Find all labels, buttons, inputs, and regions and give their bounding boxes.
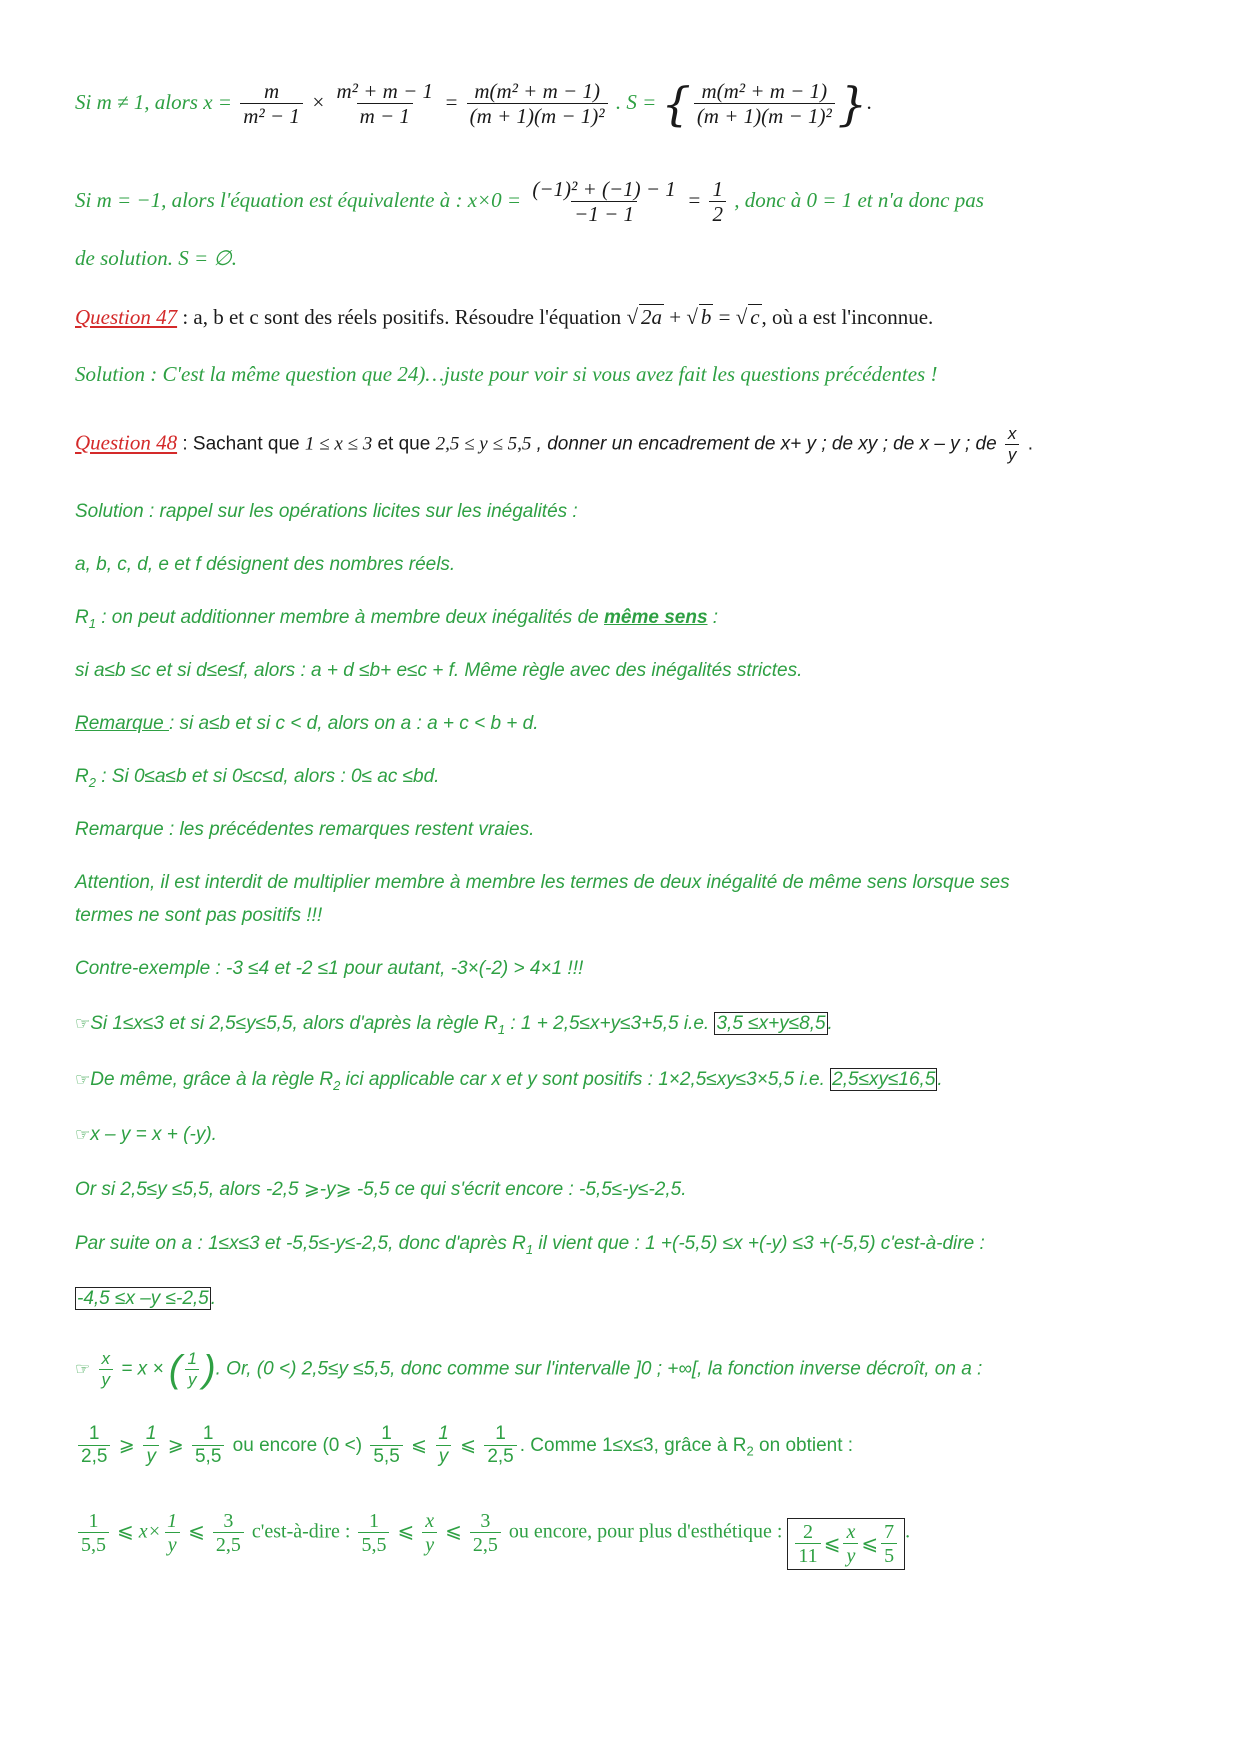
frac-num: 1 (495, 1423, 506, 1444)
rule-r2 (75, 765, 439, 795)
rule-index: 2 (88, 774, 96, 790)
case-m-not-1 (75, 77, 873, 132)
question-text: : a, b et c sont des réels positifs. Résoudre l'équation (177, 305, 627, 329)
question-label: Question 48 (75, 430, 178, 455)
remark-2 (75, 818, 534, 842)
frac-num: m (263, 79, 280, 103)
frac-num: 1 (368, 1510, 379, 1532)
rule-index: 2 (333, 1077, 341, 1093)
text: a, b, c, d, e et f désignent des nombres réels. (75, 554, 456, 575)
sqrt-icon: √ (626, 305, 638, 329)
frac-num: 1 (145, 1423, 157, 1444)
text: Remarque : les précédentes remarques restent vraies. (75, 819, 535, 840)
times-sign: × (311, 89, 331, 114)
text: x – y = x + (-y). (90, 1124, 217, 1145)
fraction (422, 1510, 437, 1556)
frac-num: 1 (438, 1423, 449, 1444)
case-intro: Si m = −1, alors l'équation est équivalente à : x×0 = (75, 187, 527, 212)
fraction (99, 1350, 114, 1389)
rule-r1 (75, 606, 718, 636)
frac-den: y (99, 1369, 114, 1390)
rule-index: 1 (497, 1021, 506, 1037)
period: . (210, 1288, 217, 1309)
frac-den: 5,5 (78, 1532, 109, 1556)
difference-bound (75, 1232, 985, 1262)
difference-rewrite (75, 1123, 217, 1147)
boxed-result: -4,5 ≤x –y ≤-2,5 (77, 1288, 209, 1309)
fraction (467, 80, 608, 128)
frac-den: 2,5 (213, 1532, 244, 1556)
pointing-hand-icon: ☞ (75, 1359, 91, 1380)
frac-num: m(m² + m − 1) (474, 79, 600, 103)
pointing-hand-icon: ☞ (75, 1070, 91, 1090)
text: : si a≤b et si c < d, alors on a : a + c < b + d. (169, 713, 539, 734)
fraction (1005, 425, 1020, 464)
inequality: 2,5 ≤ y ≤ 5,5 (435, 433, 532, 455)
text: ici applicable car x et y sont positifs : 1×2,5≤xy≤3×5,5 i.e. (340, 1069, 831, 1090)
rule-letter: R (75, 766, 89, 787)
frac-den: 5 (881, 1543, 897, 1567)
frac-num: (−1)² + (−1) − 1 (532, 177, 676, 201)
frac-den: m − 1 (357, 103, 413, 128)
inequality-sign: ⩽ (454, 1434, 482, 1456)
inequality-sign: ⩽ (112, 1520, 139, 1543)
frac-den: 2,5 (470, 1532, 501, 1556)
text: : 1 + 2,5≤x+y≤3+5,5 i.e. (505, 1013, 715, 1034)
period: . (867, 89, 873, 114)
text: : Si 0≤a≤b et si 0≤c≤d, alors : 0≤ ac ≤bd. (95, 766, 440, 787)
frac-den: 2,5 (78, 1445, 110, 1468)
inequality-sign: ⩽ (392, 1520, 420, 1543)
fraction (334, 80, 436, 128)
frac-den: 5,5 (358, 1532, 389, 1556)
fraction (694, 80, 835, 128)
text: De même, grâce à la règle R (90, 1069, 334, 1090)
fraction (435, 1424, 452, 1468)
frac-den: (m + 1)(m − 1)² (694, 103, 835, 128)
sqrt-icon: √ (735, 305, 748, 329)
frac-den: 2,5 (484, 1445, 516, 1468)
counter-example (75, 957, 583, 981)
quotient-rewrite (75, 1350, 982, 1389)
text: : (707, 607, 719, 628)
frac-den: 5,5 (370, 1445, 402, 1468)
fraction (529, 178, 678, 226)
rule-index: 2 (746, 1443, 754, 1459)
difference-result (75, 1287, 216, 1311)
frac-den: 2 (709, 201, 726, 226)
fraction (78, 1510, 109, 1556)
question-text: , donner un encadrement de x+ y ; de xy ; de x – y ; de (531, 433, 1002, 455)
text: : on peut additionner membre à membre deux inégalités de (95, 607, 604, 628)
rule-index: 1 (525, 1241, 534, 1257)
left-paren-icon: ( (168, 1348, 182, 1391)
case-m-minus-1 (75, 178, 984, 226)
frac-num: 3 (223, 1510, 234, 1532)
case-conclusion: , donc à 0 = 1 et n'a donc pas (734, 187, 984, 212)
boxed-result: 2,5≤xy≤16,5 (832, 1069, 936, 1090)
fraction (143, 1424, 160, 1468)
text: si a≤b ≤c et si d≤e≤f, alors : a + d ≤b+ e≤c + f. Même règle avec des inégalités strictes. (75, 660, 803, 681)
fraction (213, 1510, 244, 1556)
text: ou encore (0 <) (227, 1434, 368, 1456)
frac-num: m(m² + m − 1) (701, 79, 828, 103)
solution-intro (75, 500, 578, 524)
question-label: Question 47 (75, 305, 178, 329)
inequality-sign: ⩾ (113, 1434, 140, 1456)
rule-r1-example (75, 659, 802, 683)
period: . (937, 1069, 943, 1090)
pointing-hand-icon: ☞ (75, 1014, 91, 1034)
question-text: et que (372, 433, 436, 455)
radicand: 2a (640, 305, 662, 329)
equals-sign: = (687, 187, 707, 212)
frac-num: x (425, 1510, 435, 1532)
frac-num: x (101, 1349, 111, 1368)
frac-den: 5,5 (192, 1445, 224, 1468)
frac-den: 11 (795, 1543, 820, 1567)
product-bound (75, 1068, 943, 1098)
text: = x × (116, 1358, 169, 1380)
inequality-sign: ⩽ (823, 1532, 841, 1555)
question-48 (75, 425, 1033, 464)
fraction (370, 1424, 402, 1468)
frac-den: (m + 1)(m − 1)² (467, 103, 608, 128)
frac-den: −1 − 1 (571, 201, 637, 226)
frac-num: 1 (202, 1423, 214, 1444)
frac-num: 1 (381, 1423, 392, 1444)
inverse-bound (75, 1424, 853, 1468)
warning-line-1 (75, 871, 1010, 895)
period: . (827, 1013, 833, 1034)
question-47 (75, 304, 933, 329)
text: Contre-exemple : -3 ≤4 et -2 ≤1 pour autant, -3×(-2) > 4×1 !!! (75, 958, 584, 979)
text: Si 1≤x≤3 et si 2,5≤y≤5,5, alors d'après la règle R (90, 1013, 498, 1034)
frac-den: y (1005, 444, 1020, 465)
plus-sign: + (663, 305, 687, 329)
fraction (484, 1424, 516, 1468)
no-solution (75, 246, 237, 270)
question-text: : Sachant que (177, 433, 305, 455)
text: Par suite on a : 1≤x≤3 et -5,5≤-y≤-2,5, donc d'après R (75, 1233, 526, 1254)
warning-line-2 (75, 904, 322, 928)
sum-bound (75, 1012, 833, 1042)
text: ou encore, pour plus d'esthétique : (503, 1520, 788, 1543)
frac-num: x (846, 1520, 856, 1543)
fraction (240, 80, 303, 128)
frac-num: 1 (712, 177, 723, 201)
frac-den: m² − 1 (240, 103, 303, 128)
inequality-sign: ⩽ (440, 1520, 467, 1543)
radicand: c (750, 305, 760, 329)
fraction (881, 1521, 897, 1567)
text: il vient que : 1 +(-5,5) ≤x +(-y) ≤3 +(-5,5) c'est-à-dire : (533, 1233, 985, 1254)
rule-letter: R (75, 607, 89, 628)
remark-label: Remarque (75, 713, 169, 734)
fraction (843, 1521, 858, 1567)
equals-sign: = (713, 305, 736, 329)
frac-num: 1 (88, 1510, 99, 1532)
fraction (192, 1424, 224, 1468)
solution-set-label: . S = (615, 89, 662, 114)
reals-definition (75, 553, 455, 577)
text: c'est-à-dire : (246, 1520, 356, 1543)
text: x× (138, 1520, 162, 1543)
frac-num: 1 (167, 1510, 178, 1532)
no-solution-text: de solution. S = ∅. (75, 246, 237, 270)
boxed-result: 3,5 ≤x+y≤8,5 (716, 1013, 826, 1034)
fraction (709, 178, 726, 226)
frac-den: y (843, 1543, 858, 1567)
fraction (185, 1350, 200, 1389)
equals-sign: = (444, 89, 464, 114)
frac-num: 1 (187, 1349, 197, 1368)
text: Solution : rappel sur les opérations licites sur les inégalités : (75, 501, 578, 522)
frac-num: 1 (88, 1423, 100, 1444)
text: . Or, (0 <) 2,5≤y ≤5,5, donc comme sur l'intervalle ]0 ; +∞[, la fonction inverse décroît, on a : (215, 1358, 983, 1380)
question-text-end: , où a est l'inconnue. (761, 305, 934, 329)
frac-num: 2 (803, 1520, 814, 1543)
frac-den: y (185, 1369, 200, 1390)
frac-num: m² + m − 1 (336, 79, 433, 103)
period: . (1022, 433, 1033, 455)
text: Or si 2,5≤y ≤5,5, alors -2,5 ⩾-y⩾ -5,5 ce qui s'écrit encore : -5,5≤-y≤-2,5. (75, 1179, 687, 1200)
inequality-sign: ⩽ (861, 1532, 879, 1555)
frac-num: 3 (480, 1510, 491, 1532)
frac-num: x (1007, 424, 1017, 443)
right-paren-icon: ) (202, 1348, 216, 1391)
pointing-hand-icon: ☞ (75, 1125, 91, 1145)
fraction (78, 1424, 110, 1468)
fraction (470, 1510, 501, 1556)
period: . (905, 1520, 911, 1543)
boxed-result (787, 1518, 905, 1570)
frac-den: y (165, 1532, 180, 1556)
quotient-bound (75, 1510, 910, 1570)
text: termes ne sont pas positifs !!! (75, 905, 323, 926)
frac-den: y (143, 1445, 159, 1468)
text: . Comme 1≤x≤3, grâce à R (519, 1434, 747, 1456)
inequality-sign: ⩽ (405, 1434, 433, 1456)
sqrt-icon: √ (686, 305, 698, 329)
right-brace-icon: } (837, 77, 868, 132)
text: on obtient : (753, 1434, 854, 1456)
frac-den: y (436, 1445, 452, 1468)
text: Attention, il est interdit de multiplier membre à membre les termes de deux inégalité de même sens lorsque ses (75, 872, 1010, 893)
negation-bound (75, 1178, 687, 1202)
fraction (358, 1510, 389, 1556)
remark-1 (75, 712, 539, 736)
emphasis: même sens (604, 607, 708, 628)
solution-47 (75, 362, 937, 386)
inequality: 1 ≤ x ≤ 3 (304, 433, 373, 455)
solution-text: Solution : C'est la même question que 24)…juste pour voir si vous avez fait les questions précédentes ! (75, 362, 938, 386)
case-intro: Si m ≠ 1, alors x = (75, 89, 238, 114)
fraction (795, 1521, 820, 1567)
fraction (164, 1510, 180, 1556)
left-brace-icon: { (661, 77, 691, 132)
inequality-sign: ⩽ (183, 1520, 210, 1543)
radicand: b (700, 305, 712, 329)
frac-num: 7 (884, 1520, 895, 1543)
frac-den: y (422, 1532, 437, 1556)
inequality-sign: ⩾ (162, 1434, 189, 1456)
rule-index: 1 (88, 615, 96, 631)
